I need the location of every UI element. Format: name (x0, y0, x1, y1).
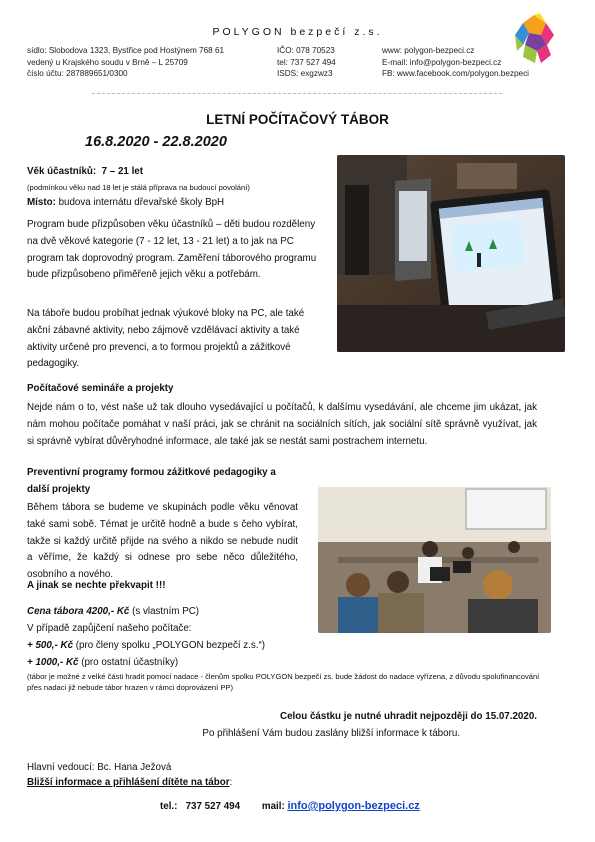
more-info-line (27, 777, 232, 788)
isds-line: ISDS: exgzwz3 (277, 69, 333, 79)
section-prevention-text: Během tábora se budeme ve skupinách podle věku věnovat také sami sobě. Témat je určitě hodně a bude s čeho vybírat, takže si každý určitě přijde na svého a nikdo se nebude nudit a věříme, že každý si odnese pro sebe něco důležitého, osobního a nového. (27, 502, 298, 581)
place-label: Místo: (27, 197, 56, 208)
age-label: Věk účastníků: (27, 166, 97, 177)
section-computer-heading: Počítačové semináře a projekty (27, 383, 174, 394)
price-label: Cena tábora 4200,- Kč (27, 606, 130, 617)
camp-leader: Hlavní vedoucí: Bc. Hana Ježová (27, 762, 172, 773)
loan-line: V případě zapůjčení našeho počítače: (27, 623, 192, 634)
contact-line (160, 800, 420, 812)
header-divider (92, 93, 502, 94)
members-amount: + 500,- Kč (27, 640, 74, 651)
section-computer-text: Nejde nám o to, vést naše už tak dlouho vysedávající u počítačů, k dalšímu vysedávání, ale chceme jim ukázat, jak nám mohou počítače pomáhat v naší práci, jak se chránit na sociálních sítích, jak sociální sítě správně využívat, jak si správně vybírat důvěryhodné informace, ale také jak se nestát sami postrachem internetu. (27, 402, 537, 447)
price-note: (s vlastním PC) (132, 606, 200, 617)
others-note: (pro ostatní účastníky) (81, 657, 179, 668)
camp-dates: 16.8.2020 - 22.8.2020 (85, 134, 227, 150)
mail-label: mail: (261, 801, 285, 812)
header-ids-block (277, 45, 336, 80)
activities-paragraph: Na táboře budou probíhat jednak výukové bloky na PC, ale také akční zábavné aktivity, nebo zájmově vzdělávací aktivity a také aktivity určené pro prevenci, a to formou projektů a zážitkové pedagogiky. (27, 308, 305, 370)
more-info-label: Bližší informace a přihlášení dítěte na tábor (27, 777, 230, 788)
address-line: sídlo: Slobodova 1323, Bystřice pod Hostýnem 768 61 (27, 46, 225, 55)
subsidy-note: (tábor je možné z velké části hradit pomocí nadace - členům spolku POLYGON bezpečí zs. bude žádost do nadace vyřízena, z důvodu spolufinancování přes nadaci již nebude tábor hrazen v rámci doprovázení PP) (27, 672, 540, 692)
age-note: (podmínkou věku nad 18 let je stálá příprava na budoucí povolání) (27, 183, 250, 192)
price-line (27, 604, 199, 621)
organization-name: POLYGON bezpečí z.s. (212, 26, 383, 38)
facebook-line[interactable]: FB: www.facebook.com/polygon.bezpeci (382, 69, 529, 79)
computer-screen-photo (337, 155, 565, 352)
members-price-line (27, 638, 265, 655)
header-web-block (382, 45, 529, 80)
ico-line: IČO: 078 70523 (277, 46, 335, 55)
payment-info: Po přihlášení Vám budou zaslány bližší informace k táboru. (202, 728, 460, 739)
program-paragraph: Program bude přizpůsoben věku účastníků – děti budou rozděleny na dvě věkové kategorie (7 - 12 let, 13 - 21 let) a to jak na PC program tak doprovodný program. Zaměření táborového programu bude přizpůsobeno přiměřeně jejich věku a potřebám. (27, 219, 317, 281)
page-title: LETNÍ POČÍTAČOVÝ TÁBOR (206, 112, 389, 127)
payment-deadline: Celou částku je nutné uhradit nejpozději do 15.07.2020. (280, 711, 537, 722)
tel-label: tel.: (160, 801, 178, 812)
header-address-block (27, 45, 224, 80)
classroom-photo (318, 487, 551, 633)
bank-account-line: číslo účtu: 287889651/0300 (27, 69, 128, 79)
surprise-tagline: A jinak se nechte překvapit !!! (27, 580, 166, 591)
email-line[interactable]: E-mail: info@polygon-bezpeci.cz (382, 57, 502, 67)
more-info-suffix: : (229, 777, 233, 788)
age-value: 7 – 21 let (101, 166, 144, 177)
phone-line: tel: 737 527 494 (277, 57, 336, 67)
court-registration-line: vedený u Krajského soudu v Brně – L 25709 (27, 57, 188, 67)
others-amount: + 1000,- Kč (27, 657, 79, 668)
age-line (27, 166, 143, 177)
others-price-line (27, 655, 178, 672)
place-value: budova internátu dřevařské školy BpH (58, 197, 225, 208)
tel-number[interactable]: 737 527 494 (185, 801, 241, 812)
section-prevention-heading: Preventivní programy formou zážitkové pedagogiky a další projekty (27, 467, 276, 495)
members-note: (pro členy spolku „POLYGON bezpečí z.s.“) (75, 640, 266, 651)
email-link[interactable]: info@polygon-bezpeci.cz (287, 800, 420, 812)
website-line[interactable]: www: polygon-bezpeci.cz (382, 46, 475, 55)
place-line (27, 197, 224, 208)
